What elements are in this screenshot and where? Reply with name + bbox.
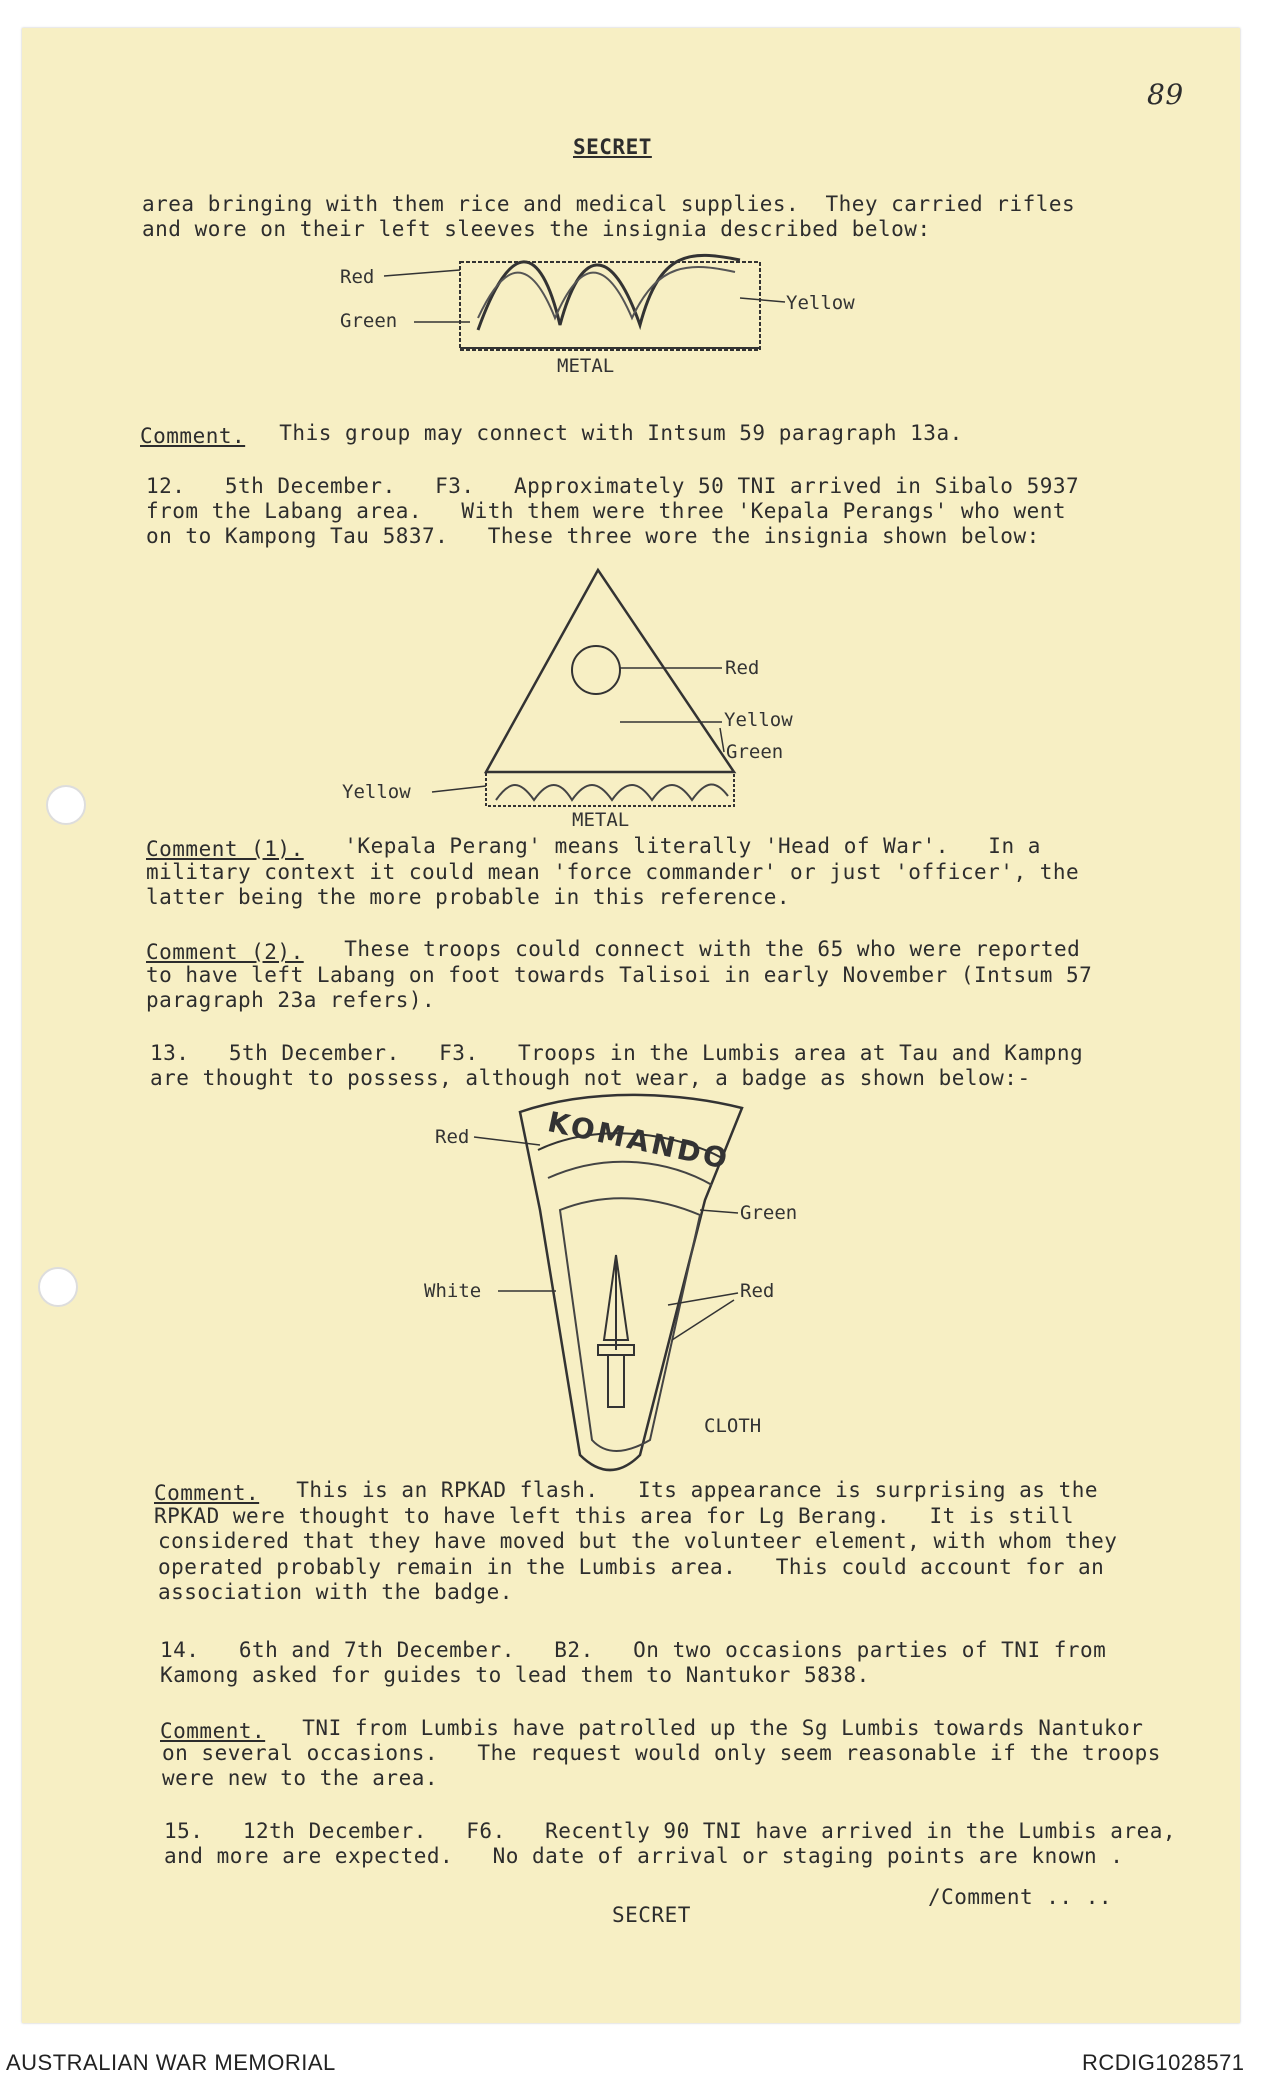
comment-a-text: This group may connect with Intsum 59 paragraph 13a.: [253, 421, 963, 445]
classification-top: SECRET: [573, 135, 652, 159]
para12-line-2: from the Labang area. With them were three 'Kepala Perangs' who went: [146, 499, 1067, 523]
diagram1-label-red: Red: [340, 266, 375, 288]
comment-1-heading: Comment (1).: [146, 837, 304, 861]
para15-line-1: 15. 12th December. F6. Recently 90 TNI have arrived in the Lumbis area,: [164, 1819, 1177, 1843]
comment-c-heading: Comment.: [160, 1719, 266, 1743]
comment-b-line-3: considered that they have moved but the volunteer element, with whom they: [158, 1529, 1118, 1553]
para14-line-1: 14. 6th and 7th December. B2. On two occasions parties of TNI from: [160, 1638, 1107, 1662]
comment-a-heading: Comment.: [140, 424, 246, 448]
diagram3-material: CLOTH: [704, 1415, 762, 1437]
diagram1-label-yellow: Yellow: [786, 292, 855, 314]
classification-bottom: SECRET: [612, 1903, 691, 1927]
comment-1-line-3: latter being the more probable in this reference.: [146, 885, 791, 909]
diagram2-label-green: Green: [726, 741, 784, 763]
diagram3-label-white: White: [424, 1280, 482, 1302]
diagram2-label-yellow: Yellow: [724, 709, 793, 731]
comment-c-line-2: on several occasions. The request would only seem reasonable if the troops: [162, 1741, 1161, 1765]
para13-line-1: 13. 5th December. F3. Troops in the Lumbis area at Tau and Kampng: [150, 1041, 1084, 1065]
diagram2-material: METAL: [572, 809, 630, 831]
diagram1-material: METAL: [557, 355, 615, 377]
para13-line-2: are thought to possess, although not wear, a badge as shown below:-: [150, 1066, 1031, 1090]
comment-c-line-3: were new to the area.: [162, 1766, 439, 1790]
para14-line-2: Kamong asked for guides to lead them to Nantukor 5838.: [160, 1663, 870, 1687]
diagram2-label-yellow-left: Yellow: [342, 781, 411, 803]
comment-1-line-1: 'Kepala Perang' means literally 'Head of War'. In a: [318, 834, 1041, 858]
continuation-note: /Comment .. ..: [928, 1885, 1113, 1909]
intro-line-1: area bringing with them rice and medical supplies. They carried rifles: [142, 192, 1076, 216]
comment-b-line-5: association with the badge.: [158, 1580, 513, 1604]
comment-c-line-1: TNI from Lumbis have patrolled up the Sg Lumbis towards Nantukor: [276, 1716, 1144, 1740]
footer-source: AUSTRALIAN WAR MEMORIAL: [6, 2050, 336, 2075]
para12-line-1: 12. 5th December. F3. Approximately 50 TNI arrived in Sibalo 5937: [146, 474, 1080, 498]
comment-b-line-1: This is an RPKAD flash. Its appearance is surprising as the: [270, 1478, 1099, 1502]
page-number: 89: [1147, 78, 1184, 111]
diagram1-label-green: Green: [340, 310, 398, 332]
comment-2-line-1: These troops could connect with the 65 who were reported: [318, 937, 1081, 961]
badge-text: KOMANDO: [544, 1105, 733, 1177]
comment-1-line-2: military context it could mean 'force commander' or just 'officer', the: [146, 860, 1080, 884]
diagram2-label-red: Red: [725, 657, 760, 679]
para15-line-2: and more are expected. No date of arrival or staging points are known .: [164, 1844, 1124, 1868]
diagram3-label-red-right: Red: [740, 1280, 775, 1302]
comment-2-line-2: to have left Labang on foot towards Talisoi in early November (Intsum 57: [146, 963, 1093, 987]
comment-b-line-4: operated probably remain in the Lumbis area. This could account for an: [158, 1555, 1105, 1579]
comment-b-line-2: RPKAD were thought to have left this area for Lg Berang. It is still: [154, 1504, 1075, 1528]
comment-2-line-3: paragraph 23a refers).: [146, 988, 436, 1012]
para12-line-3: on to Kampong Tau 5837. These three wore the insignia shown below:: [146, 524, 1040, 548]
diagram3-label-red-top: Red: [435, 1126, 470, 1148]
comment-b-heading: Comment.: [154, 1481, 260, 1505]
comment-2-heading: Comment (2).: [146, 940, 304, 964]
footer-id: RCDIG1028571: [1082, 2050, 1245, 2075]
intro-line-2: and wore on their left sleeves the insignia described below:: [142, 217, 931, 241]
diagram3-label-green: Green: [740, 1202, 798, 1224]
